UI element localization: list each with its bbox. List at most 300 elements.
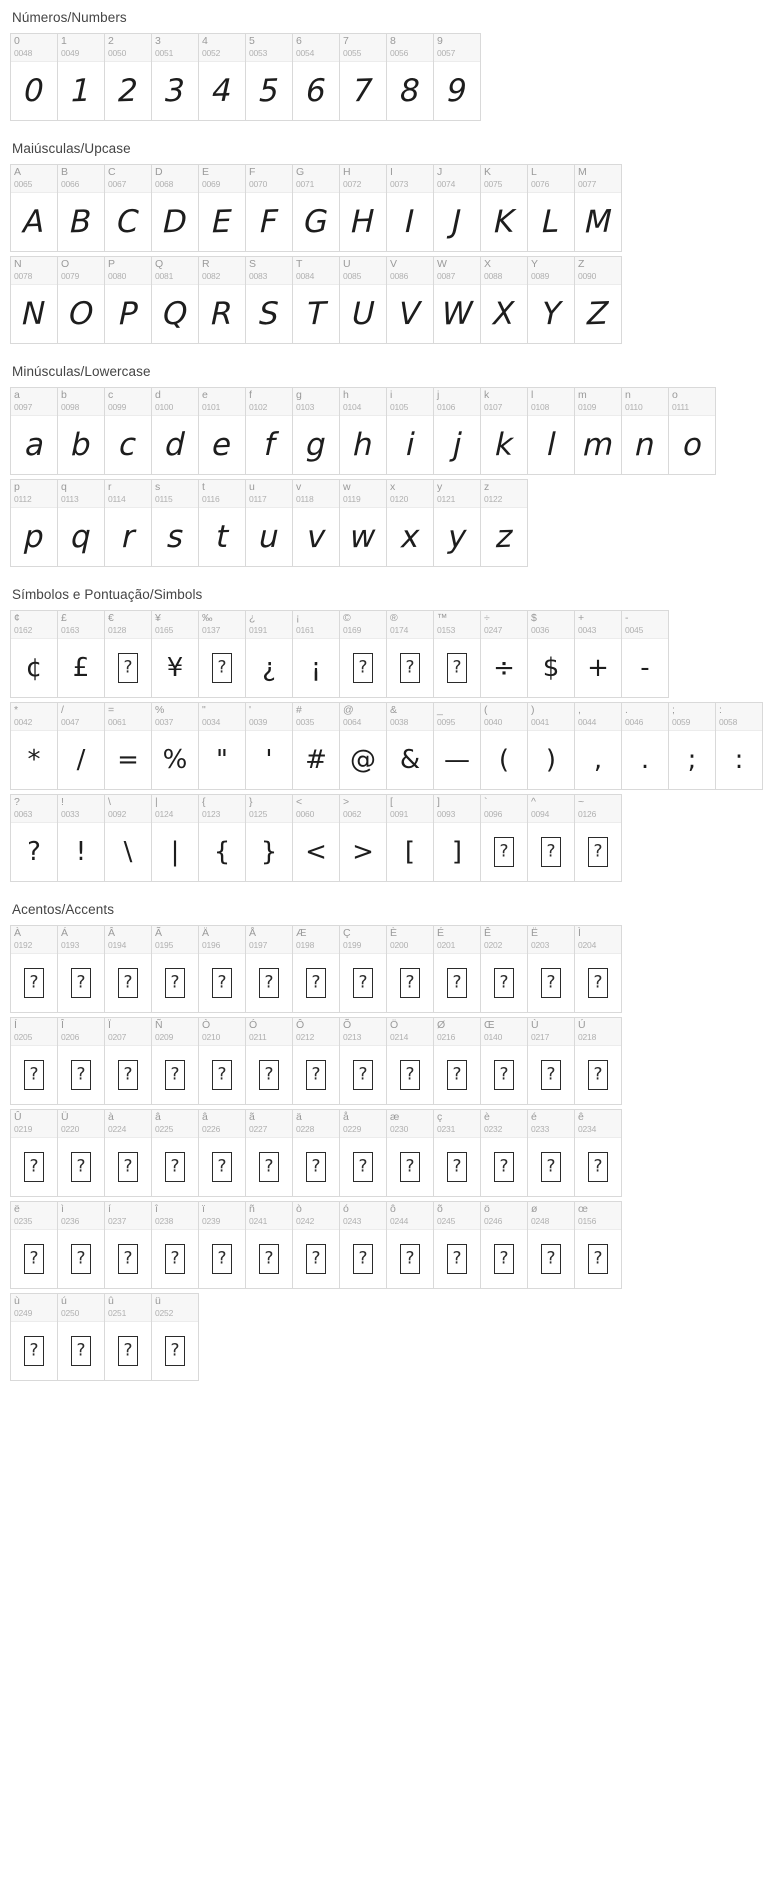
glyph-code-label: 0165 — [155, 625, 174, 635]
glyph-cell[interactable] — [340, 611, 387, 698]
glyph-cell-header — [481, 480, 527, 508]
glyph-cell[interactable] — [199, 165, 246, 252]
glyph-cell[interactable] — [434, 388, 481, 475]
glyph-cell[interactable] — [387, 611, 434, 698]
glyph-cell[interactable] — [152, 703, 199, 790]
glyph-cell[interactable] — [58, 480, 105, 567]
glyph-cell[interactable] — [575, 257, 622, 344]
glyph-cell[interactable] — [340, 388, 387, 475]
glyph-code-label: 0112 — [14, 494, 32, 504]
glyph-cell[interactable] — [11, 703, 58, 790]
glyph-cell[interactable] — [481, 257, 528, 344]
glyph-preview — [152, 285, 198, 343]
glyph-row — [10, 702, 763, 790]
glyph-cell[interactable] — [575, 1018, 622, 1105]
glyph-cell[interactable] — [152, 611, 199, 698]
glyph-cell-header — [152, 1110, 198, 1138]
glyph-cell[interactable] — [575, 611, 622, 698]
glyph-char-label: ã — [249, 1111, 255, 1123]
glyph-char-label: ™ — [437, 612, 448, 624]
glyph-code-label: 0218 — [578, 1032, 597, 1042]
glyph-cell[interactable] — [434, 257, 481, 344]
glyph-cell[interactable] — [340, 1202, 387, 1289]
glyph-preview — [11, 954, 57, 1012]
glyph-preview — [199, 823, 245, 881]
glyph-cell[interactable] — [105, 926, 152, 1013]
glyph-cell[interactable] — [246, 257, 293, 344]
glyph-preview — [434, 193, 480, 251]
glyph-code-label: 0169 — [343, 625, 362, 635]
glyph-code-label: 0103 — [296, 402, 315, 412]
glyph-preview — [58, 639, 104, 697]
glyph-char-label: û — [108, 1295, 114, 1307]
glyph-cell-header — [199, 795, 245, 823]
glyph-cell[interactable] — [528, 1202, 575, 1289]
glyph-char-label: Ç — [343, 927, 351, 939]
glyph-code-label: 0084 — [296, 271, 315, 281]
glyph-cell[interactable] — [293, 611, 340, 698]
glyph-preview — [199, 62, 245, 120]
glyph-cell[interactable] — [199, 926, 246, 1013]
glyph-preview — [528, 416, 574, 474]
glyph-cell[interactable] — [293, 480, 340, 567]
glyph-cell[interactable] — [481, 926, 528, 1013]
glyph-cell[interactable] — [575, 926, 622, 1013]
glyph-code-label: 0206 — [61, 1032, 80, 1042]
glyph-cell[interactable] — [58, 926, 105, 1013]
glyph-render: T — [306, 295, 326, 332]
glyph-cell[interactable] — [246, 611, 293, 698]
glyph-char-label: , — [578, 704, 581, 716]
glyph-char-label: Ê — [484, 927, 492, 939]
glyph-cell[interactable] — [387, 1018, 434, 1105]
glyph-cell-header — [575, 388, 621, 416]
glyph-cell[interactable] — [105, 1110, 152, 1197]
glyph-cell[interactable] — [622, 611, 669, 698]
glyph-cell-header — [105, 1294, 151, 1322]
glyph-cell[interactable] — [105, 703, 152, 790]
glyph-code-label: 0220 — [61, 1124, 80, 1134]
glyph-cell[interactable] — [105, 480, 152, 567]
glyph-cell[interactable] — [340, 926, 387, 1013]
glyph-cell[interactable] — [105, 257, 152, 344]
glyph-cell-header — [199, 165, 245, 193]
glyph-cell[interactable] — [58, 34, 105, 121]
glyph-code-label: 0098 — [61, 402, 80, 412]
glyph-char-label: K — [484, 166, 492, 178]
missing-glyph-icon — [118, 1336, 138, 1366]
glyph-cell[interactable] — [152, 1294, 199, 1381]
glyph-cell[interactable] — [387, 703, 434, 790]
glyph-cell[interactable] — [152, 1110, 199, 1197]
glyph-cell[interactable] — [481, 165, 528, 252]
glyph-cell[interactable] — [199, 1202, 246, 1289]
glyph-preview — [105, 1138, 151, 1196]
glyph-cell[interactable] — [152, 480, 199, 567]
glyph-cell[interactable] — [293, 1202, 340, 1289]
glyph-cell-header — [340, 926, 386, 954]
glyph-cell[interactable] — [387, 388, 434, 475]
glyph-cell[interactable] — [622, 703, 669, 790]
glyph-cell[interactable] — [481, 1202, 528, 1289]
glyph-cell-header — [528, 611, 574, 639]
glyph-cell[interactable] — [199, 703, 246, 790]
glyph-cell[interactable] — [434, 165, 481, 252]
glyph-cell[interactable] — [434, 1202, 481, 1289]
glyph-cell[interactable] — [293, 926, 340, 1013]
missing-glyph-icon — [71, 1336, 91, 1366]
glyph-code-label: 0105 — [390, 402, 409, 412]
glyph-cell[interactable] — [434, 1018, 481, 1105]
glyph-cell[interactable] — [669, 388, 716, 475]
glyph-cell[interactable] — [528, 1018, 575, 1105]
glyph-cell[interactable] — [528, 703, 575, 790]
glyph-cell[interactable] — [434, 480, 481, 567]
glyph-code-label: 0101 — [202, 402, 221, 412]
glyph-code-label: 0052 — [202, 48, 221, 58]
glyph-cell[interactable] — [293, 703, 340, 790]
glyph-preview — [340, 62, 386, 120]
glyph-render: ] — [451, 837, 463, 867]
glyph-cell[interactable] — [387, 480, 434, 567]
glyph-render: " — [216, 745, 228, 775]
glyph-char-label: q — [61, 481, 67, 493]
glyph-cell[interactable] — [481, 611, 528, 698]
glyph-cell[interactable] — [11, 1018, 58, 1105]
glyph-char-label: - — [625, 612, 629, 624]
glyph-cell[interactable] — [481, 795, 528, 882]
glyph-cell[interactable] — [152, 257, 199, 344]
glyph-cell[interactable] — [58, 1018, 105, 1105]
glyph-char-label: Y — [531, 258, 539, 270]
glyph-cell[interactable] — [575, 165, 622, 252]
glyph-preview — [152, 416, 198, 474]
glyph-cell[interactable] — [575, 1110, 622, 1197]
glyph-preview — [11, 285, 57, 343]
glyph-code-label: 0087 — [437, 271, 456, 281]
glyph-cell[interactable] — [669, 703, 716, 790]
glyph-row — [10, 1109, 622, 1197]
glyph-cell[interactable] — [246, 703, 293, 790]
glyph-cell[interactable] — [716, 703, 763, 790]
glyph-code-label: 0162 — [14, 625, 33, 635]
glyph-cell-header — [340, 703, 386, 731]
glyph-cell[interactable] — [105, 1202, 152, 1289]
glyph-cell[interactable] — [575, 1202, 622, 1289]
glyph-cell[interactable] — [199, 34, 246, 121]
glyph-cell[interactable] — [434, 703, 481, 790]
glyph-cell[interactable] — [246, 480, 293, 567]
glyph-preview — [575, 954, 621, 1012]
glyph-preview — [58, 954, 104, 1012]
glyph-render: { — [213, 837, 231, 867]
glyph-preview — [340, 193, 386, 251]
glyph-preview — [58, 508, 104, 566]
missing-glyph-icon — [306, 1244, 326, 1274]
glyph-cell[interactable] — [387, 1202, 434, 1289]
glyph-char-label: < — [296, 796, 303, 808]
glyph-cell[interactable] — [246, 926, 293, 1013]
glyph-cell[interactable] — [11, 34, 58, 121]
glyph-cell[interactable] — [246, 795, 293, 882]
glyph-render: / — [76, 745, 86, 775]
glyph-char-label: s — [155, 481, 161, 493]
glyph-cell[interactable] — [105, 34, 152, 121]
glyph-char-label: n — [625, 389, 631, 401]
glyph-cell[interactable] — [199, 388, 246, 475]
glyph-cell[interactable] — [246, 1202, 293, 1289]
glyph-cell[interactable] — [11, 1294, 58, 1381]
glyph-preview — [716, 731, 762, 789]
glyph-cell[interactable] — [11, 926, 58, 1013]
glyph-cell-header — [575, 165, 621, 193]
glyph-cell[interactable] — [293, 795, 340, 882]
glyph-cell[interactable] — [105, 1294, 152, 1381]
glyph-cell[interactable] — [11, 480, 58, 567]
glyph-cell[interactable] — [528, 795, 575, 882]
glyph-cell[interactable] — [11, 611, 58, 698]
glyph-char-label: @ — [343, 704, 354, 716]
glyph-code-label: 0093 — [437, 809, 456, 819]
glyph-preview — [11, 62, 57, 120]
glyph-cell[interactable] — [387, 34, 434, 121]
glyph-cell[interactable] — [152, 165, 199, 252]
glyph-code-label: 0137 — [202, 625, 221, 635]
glyph-code-label: 0081 — [155, 271, 174, 281]
glyph-code-label: 0082 — [202, 271, 221, 281]
glyph-cell[interactable] — [293, 34, 340, 121]
glyph-render: 2 — [117, 72, 139, 109]
glyph-cell-header — [11, 703, 57, 731]
glyph-render: . — [640, 745, 650, 775]
glyph-preview — [622, 416, 668, 474]
glyph-cell[interactable] — [481, 1018, 528, 1105]
glyph-cell[interactable] — [622, 388, 669, 475]
glyph-cell[interactable] — [199, 480, 246, 567]
glyph-cell[interactable] — [340, 703, 387, 790]
glyph-render: g — [305, 426, 327, 463]
glyph-preview — [340, 508, 386, 566]
glyph-cell[interactable] — [246, 34, 293, 121]
glyph-cell[interactable] — [58, 1110, 105, 1197]
glyph-cell[interactable] — [481, 703, 528, 790]
glyph-cell[interactable] — [105, 1018, 152, 1105]
glyph-render: s — [166, 518, 184, 555]
glyph-code-label: 0055 — [343, 48, 362, 58]
glyph-char-label: p — [14, 481, 20, 493]
glyph-cell[interactable] — [11, 795, 58, 882]
glyph-cell[interactable] — [340, 795, 387, 882]
glyph-preview — [293, 639, 339, 697]
glyph-cell[interactable] — [575, 703, 622, 790]
glyph-render: h — [352, 426, 374, 463]
glyph-code-label: 0066 — [61, 179, 80, 189]
glyph-code-label: 0095 — [437, 717, 456, 727]
glyph-code-label: 0212 — [296, 1032, 315, 1042]
glyph-char-label: Õ — [343, 1019, 352, 1031]
glyph-cell[interactable] — [481, 1110, 528, 1197]
glyph-cell[interactable] — [528, 1110, 575, 1197]
glyph-preview — [340, 285, 386, 343]
glyph-cell-header — [199, 926, 245, 954]
glyph-preview — [293, 416, 339, 474]
glyph-preview — [152, 1138, 198, 1196]
glyph-cell-header — [199, 1018, 245, 1046]
glyph-code-label: 0119 — [343, 494, 361, 504]
glyph-char-label: È — [390, 927, 398, 939]
glyph-code-label: 0049 — [61, 48, 80, 58]
glyph-cell[interactable] — [246, 388, 293, 475]
glyph-cell[interactable] — [293, 1018, 340, 1105]
glyph-render: 5 — [258, 72, 280, 109]
glyph-code-label: 0070 — [249, 179, 268, 189]
glyph-cell[interactable] — [340, 1018, 387, 1105]
glyph-cell[interactable] — [58, 388, 105, 475]
glyph-cell[interactable] — [434, 611, 481, 698]
glyph-char-label: ® — [390, 612, 398, 624]
glyph-cell[interactable] — [340, 480, 387, 567]
glyph-cell[interactable] — [434, 34, 481, 121]
glyph-cell[interactable] — [340, 1110, 387, 1197]
glyph-cell[interactable] — [293, 1110, 340, 1197]
glyph-cell[interactable] — [58, 703, 105, 790]
glyph-code-label: 0079 — [61, 271, 80, 281]
glyph-cell[interactable] — [199, 611, 246, 698]
missing-glyph-icon — [353, 1244, 373, 1274]
glyph-cell[interactable] — [434, 926, 481, 1013]
glyph-cell-header — [293, 165, 339, 193]
glyph-cell[interactable] — [58, 611, 105, 698]
glyph-cell-header — [11, 1294, 57, 1322]
glyph-cell[interactable] — [340, 34, 387, 121]
glyph-char-label: Ô — [296, 1019, 305, 1031]
glyph-cell[interactable] — [152, 926, 199, 1013]
missing-glyph-icon — [447, 1244, 467, 1274]
glyph-cell[interactable] — [11, 388, 58, 475]
glyph-cell[interactable] — [481, 388, 528, 475]
glyph-render: k — [494, 426, 514, 463]
glyph-cell[interactable] — [58, 1294, 105, 1381]
glyph-cell[interactable] — [528, 611, 575, 698]
glyph-cell[interactable] — [105, 611, 152, 698]
glyph-code-label: 0048 — [14, 48, 33, 58]
glyph-cell[interactable] — [58, 795, 105, 882]
missing-glyph-icon — [118, 653, 138, 683]
glyph-cell[interactable] — [152, 1202, 199, 1289]
glyph-char-label: Œ — [484, 1019, 495, 1031]
glyph-cell[interactable] — [387, 926, 434, 1013]
glyph-cell[interactable] — [58, 1202, 105, 1289]
glyph-preview — [11, 1322, 57, 1380]
glyph-cell[interactable] — [11, 257, 58, 344]
glyph-cell[interactable] — [152, 795, 199, 882]
glyph-cell[interactable] — [199, 795, 246, 882]
glyph-char-label: X — [484, 258, 492, 270]
glyph-code-label: 0111 — [672, 402, 689, 412]
glyph-cell[interactable] — [199, 257, 246, 344]
glyph-cell[interactable] — [528, 388, 575, 475]
glyph-cell[interactable] — [387, 257, 434, 344]
glyph-render: V — [399, 295, 421, 332]
glyph-preview — [387, 1046, 433, 1104]
glyph-cell[interactable] — [152, 34, 199, 121]
glyph-cell[interactable] — [293, 388, 340, 475]
glyph-cell[interactable] — [58, 165, 105, 252]
glyph-cell[interactable] — [387, 1110, 434, 1197]
glyph-preview — [575, 1046, 621, 1104]
glyph-cell[interactable] — [246, 165, 293, 252]
glyph-cell[interactable] — [246, 1018, 293, 1105]
glyph-cell[interactable] — [575, 388, 622, 475]
glyph-render: 7 — [352, 72, 374, 109]
glyph-cell[interactable] — [528, 926, 575, 1013]
glyph-cell[interactable] — [105, 165, 152, 252]
glyph-cell[interactable] — [293, 165, 340, 252]
glyph-cell[interactable] — [199, 1110, 246, 1197]
glyph-cell[interactable] — [293, 257, 340, 344]
glyph-code-label: 0225 — [155, 1124, 174, 1134]
glyph-preview — [58, 731, 104, 789]
glyph-cell[interactable] — [528, 165, 575, 252]
glyph-cell[interactable] — [152, 1018, 199, 1105]
missing-glyph-icon — [24, 1060, 44, 1090]
glyph-preview — [293, 823, 339, 881]
glyph-char-label: ¥ — [155, 612, 161, 624]
glyph-cell-header — [575, 926, 621, 954]
glyph-cell[interactable] — [11, 1202, 58, 1289]
glyph-render: X — [493, 295, 515, 332]
glyph-cell-header — [58, 611, 104, 639]
glyph-cell[interactable] — [340, 257, 387, 344]
glyph-cell[interactable] — [434, 1110, 481, 1197]
glyph-preview — [199, 1138, 245, 1196]
glyph-code-label: 0040 — [484, 717, 503, 727]
glyph-preview — [481, 1046, 527, 1104]
glyph-cell-header — [105, 1202, 151, 1230]
glyph-cell[interactable] — [11, 165, 58, 252]
glyph-cell-header — [340, 795, 386, 823]
glyph-render: v — [306, 518, 326, 555]
glyph-cell-header — [340, 480, 386, 508]
glyph-char-label: å — [343, 1111, 349, 1123]
glyph-char-label: A — [14, 166, 22, 178]
glyph-char-label: î — [155, 1203, 158, 1215]
glyph-cell[interactable] — [58, 257, 105, 344]
glyph-cell[interactable] — [152, 388, 199, 475]
glyph-cell[interactable] — [434, 795, 481, 882]
missing-glyph-icon — [447, 653, 467, 683]
glyph-cell[interactable] — [199, 1018, 246, 1105]
glyph-char-label: b — [61, 389, 67, 401]
glyph-cell-header — [58, 1018, 104, 1046]
missing-glyph-icon — [400, 1060, 420, 1090]
glyph-cell[interactable] — [528, 257, 575, 344]
glyph-cell[interactable] — [105, 795, 152, 882]
glyph-preview — [340, 639, 386, 697]
glyph-code-label: 0231 — [437, 1124, 456, 1134]
glyph-char-label: F — [249, 166, 256, 178]
glyph-code-label: 0046 — [625, 717, 644, 727]
glyph-cell[interactable] — [387, 165, 434, 252]
glyph-cell[interactable] — [387, 795, 434, 882]
glyph-cell[interactable] — [11, 1110, 58, 1197]
glyph-cell[interactable] — [575, 795, 622, 882]
glyph-cell[interactable] — [340, 165, 387, 252]
glyph-cell[interactable] — [481, 480, 528, 567]
glyph-cell[interactable] — [105, 388, 152, 475]
glyph-cell-header — [340, 165, 386, 193]
glyph-cell[interactable] — [246, 1110, 293, 1197]
